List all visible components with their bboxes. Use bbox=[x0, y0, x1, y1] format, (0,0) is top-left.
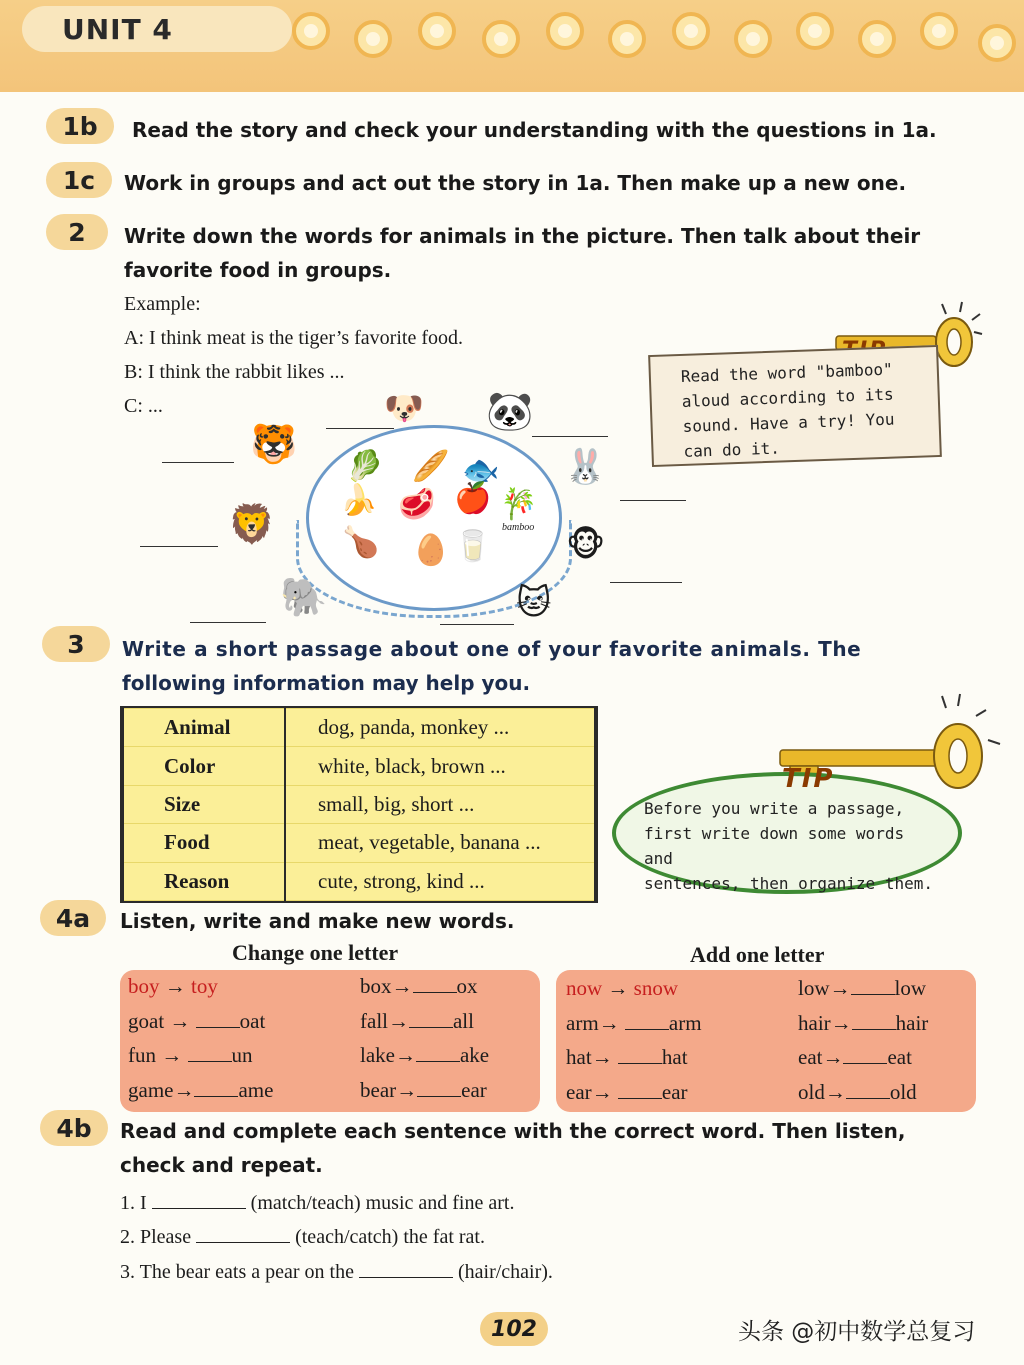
tiger-answer-line[interactable] bbox=[162, 462, 234, 463]
sentence-1: 1. I (match/teach) music and fine art. bbox=[120, 1192, 515, 1214]
word-pair: hair→ hair bbox=[798, 1011, 929, 1035]
dog-icon: 🐶 bbox=[384, 389, 424, 427]
meat-icon: 🥩 bbox=[398, 487, 436, 522]
word-pair: bear→ ear bbox=[360, 1078, 487, 1102]
word-pair: fall→ all bbox=[360, 1009, 474, 1033]
word-pair: low→ low bbox=[798, 976, 926, 1000]
fish-icon: 🐟 bbox=[462, 453, 500, 488]
section-2-line2: favorite food in groups. bbox=[124, 258, 392, 282]
section-3-badge: 3 bbox=[42, 626, 110, 662]
elephant-icon: 🐘 bbox=[280, 575, 328, 619]
word-pair: hat→ hat bbox=[566, 1045, 688, 1069]
example-a: A: I think meat is the tiger’s favorite food. bbox=[124, 327, 463, 349]
add-one-letter-heading: Add one letter bbox=[690, 942, 825, 967]
cabbage-icon: 🥬 bbox=[346, 449, 384, 484]
word-pair: eat→ eat bbox=[798, 1045, 912, 1069]
apple-icon: 🍎 bbox=[454, 481, 492, 516]
section-1c-text: Work in groups and act out the story in 1a. Then make up a new one. bbox=[124, 171, 907, 195]
section-1c-badge: 1c bbox=[46, 162, 112, 198]
section-4a-badge: 4a bbox=[40, 900, 106, 936]
monkey-icon: 🐵 bbox=[566, 525, 606, 565]
rabbit-answer-line[interactable] bbox=[620, 500, 686, 501]
dog-answer-line[interactable] bbox=[326, 428, 394, 429]
page-number: 102 bbox=[480, 1312, 548, 1346]
word-pair: lake→ ake bbox=[360, 1043, 490, 1067]
unit-label: UNIT 4 bbox=[22, 6, 292, 52]
word-pair: game→ ame bbox=[128, 1078, 274, 1102]
lion-icon: 🦁 bbox=[228, 502, 276, 546]
bamboo-label: bamboo bbox=[502, 522, 535, 533]
egg-icon: 🥚 bbox=[412, 533, 450, 568]
section-1b-badge: 1b bbox=[46, 108, 114, 144]
decorative-circles bbox=[292, 6, 1022, 66]
word-pair: old→ old bbox=[798, 1080, 917, 1104]
tip-1-note: Read the word "bamboo" aloud according to its sound. Have a try! You can do it. bbox=[648, 345, 942, 467]
table-row: Size small, big, short ... bbox=[123, 785, 595, 823]
rabbit-icon: 🐰 bbox=[564, 447, 607, 487]
tiger-icon: 🐯 bbox=[250, 422, 298, 466]
section-2-badge: 2 bbox=[46, 214, 108, 250]
table-row: Animal dog, panda, monkey ... bbox=[123, 709, 595, 747]
lion-answer-line[interactable] bbox=[140, 546, 218, 547]
panda-icon: 🐼 bbox=[486, 389, 534, 433]
tip-2-note: Before you write a passage, first write down some words and sentences, then organize them. bbox=[612, 772, 962, 894]
milk-icon: 🥛 bbox=[454, 529, 492, 564]
section-4b-line2: check and repeat. bbox=[120, 1153, 323, 1177]
info-table bbox=[122, 708, 596, 901]
monkey-answer-line[interactable] bbox=[610, 582, 682, 583]
section-1b-text: Read the story and check your understanding with the questions in 1a. bbox=[132, 118, 937, 142]
word-pair: ear→ ear bbox=[566, 1080, 688, 1104]
table-row: Food meat, vegetable, banana ... bbox=[123, 824, 595, 862]
example-c: C: ... bbox=[124, 395, 163, 417]
bamboo-icon: 🎋 bbox=[500, 487, 538, 522]
sentence-2: 2. Please (teach/catch) the fat rat. bbox=[120, 1226, 485, 1248]
section-4b-badge: 4b bbox=[40, 1110, 108, 1146]
word-pair: goat → oat bbox=[128, 1009, 266, 1033]
table-row: Reason cute, strong, kind ... bbox=[123, 862, 595, 900]
section-4b-line1: Read and complete each sentence with the correct word. Then listen, bbox=[120, 1119, 906, 1143]
table-row: Color white, black, brown ... bbox=[123, 747, 595, 785]
tip-2-label: TIP bbox=[782, 764, 835, 794]
word-pair-example: boy → toy bbox=[128, 974, 218, 998]
section-3-line1: Write a short passage about one of your favorite animals. The bbox=[122, 637, 862, 661]
cat-answer-line[interactable] bbox=[440, 624, 514, 625]
section-3-line2: following information may help you. bbox=[122, 671, 531, 695]
chicken-icon: 🍗 bbox=[342, 525, 380, 560]
watermark: 头条 @初中数学总复习 bbox=[738, 1319, 976, 1345]
panda-answer-line[interactable] bbox=[532, 436, 608, 437]
example-b: B: I think the rabbit likes ... bbox=[124, 361, 345, 383]
cat-icon: 🐱 bbox=[516, 583, 552, 623]
word-pair: arm→ arm bbox=[566, 1011, 702, 1035]
word-pair: box→ ox bbox=[360, 974, 478, 998]
banana-icon: 🍌 bbox=[340, 483, 378, 518]
section-2-line1: Write down the words for animals in the picture. Then talk about their bbox=[124, 224, 921, 248]
section-4a-text: Listen, write and make new words. bbox=[120, 909, 515, 933]
elephant-answer-line[interactable] bbox=[190, 622, 266, 623]
word-pair: fun → un bbox=[128, 1043, 253, 1067]
sentence-3: 3. The bear eats a pear on the (hair/chair). bbox=[120, 1261, 553, 1283]
example-label: Example: bbox=[124, 293, 201, 315]
change-one-letter-heading: Change one letter bbox=[232, 940, 399, 965]
word-pair-example: now → snow bbox=[566, 976, 679, 1000]
bread-icon: 🥖 bbox=[412, 449, 450, 484]
